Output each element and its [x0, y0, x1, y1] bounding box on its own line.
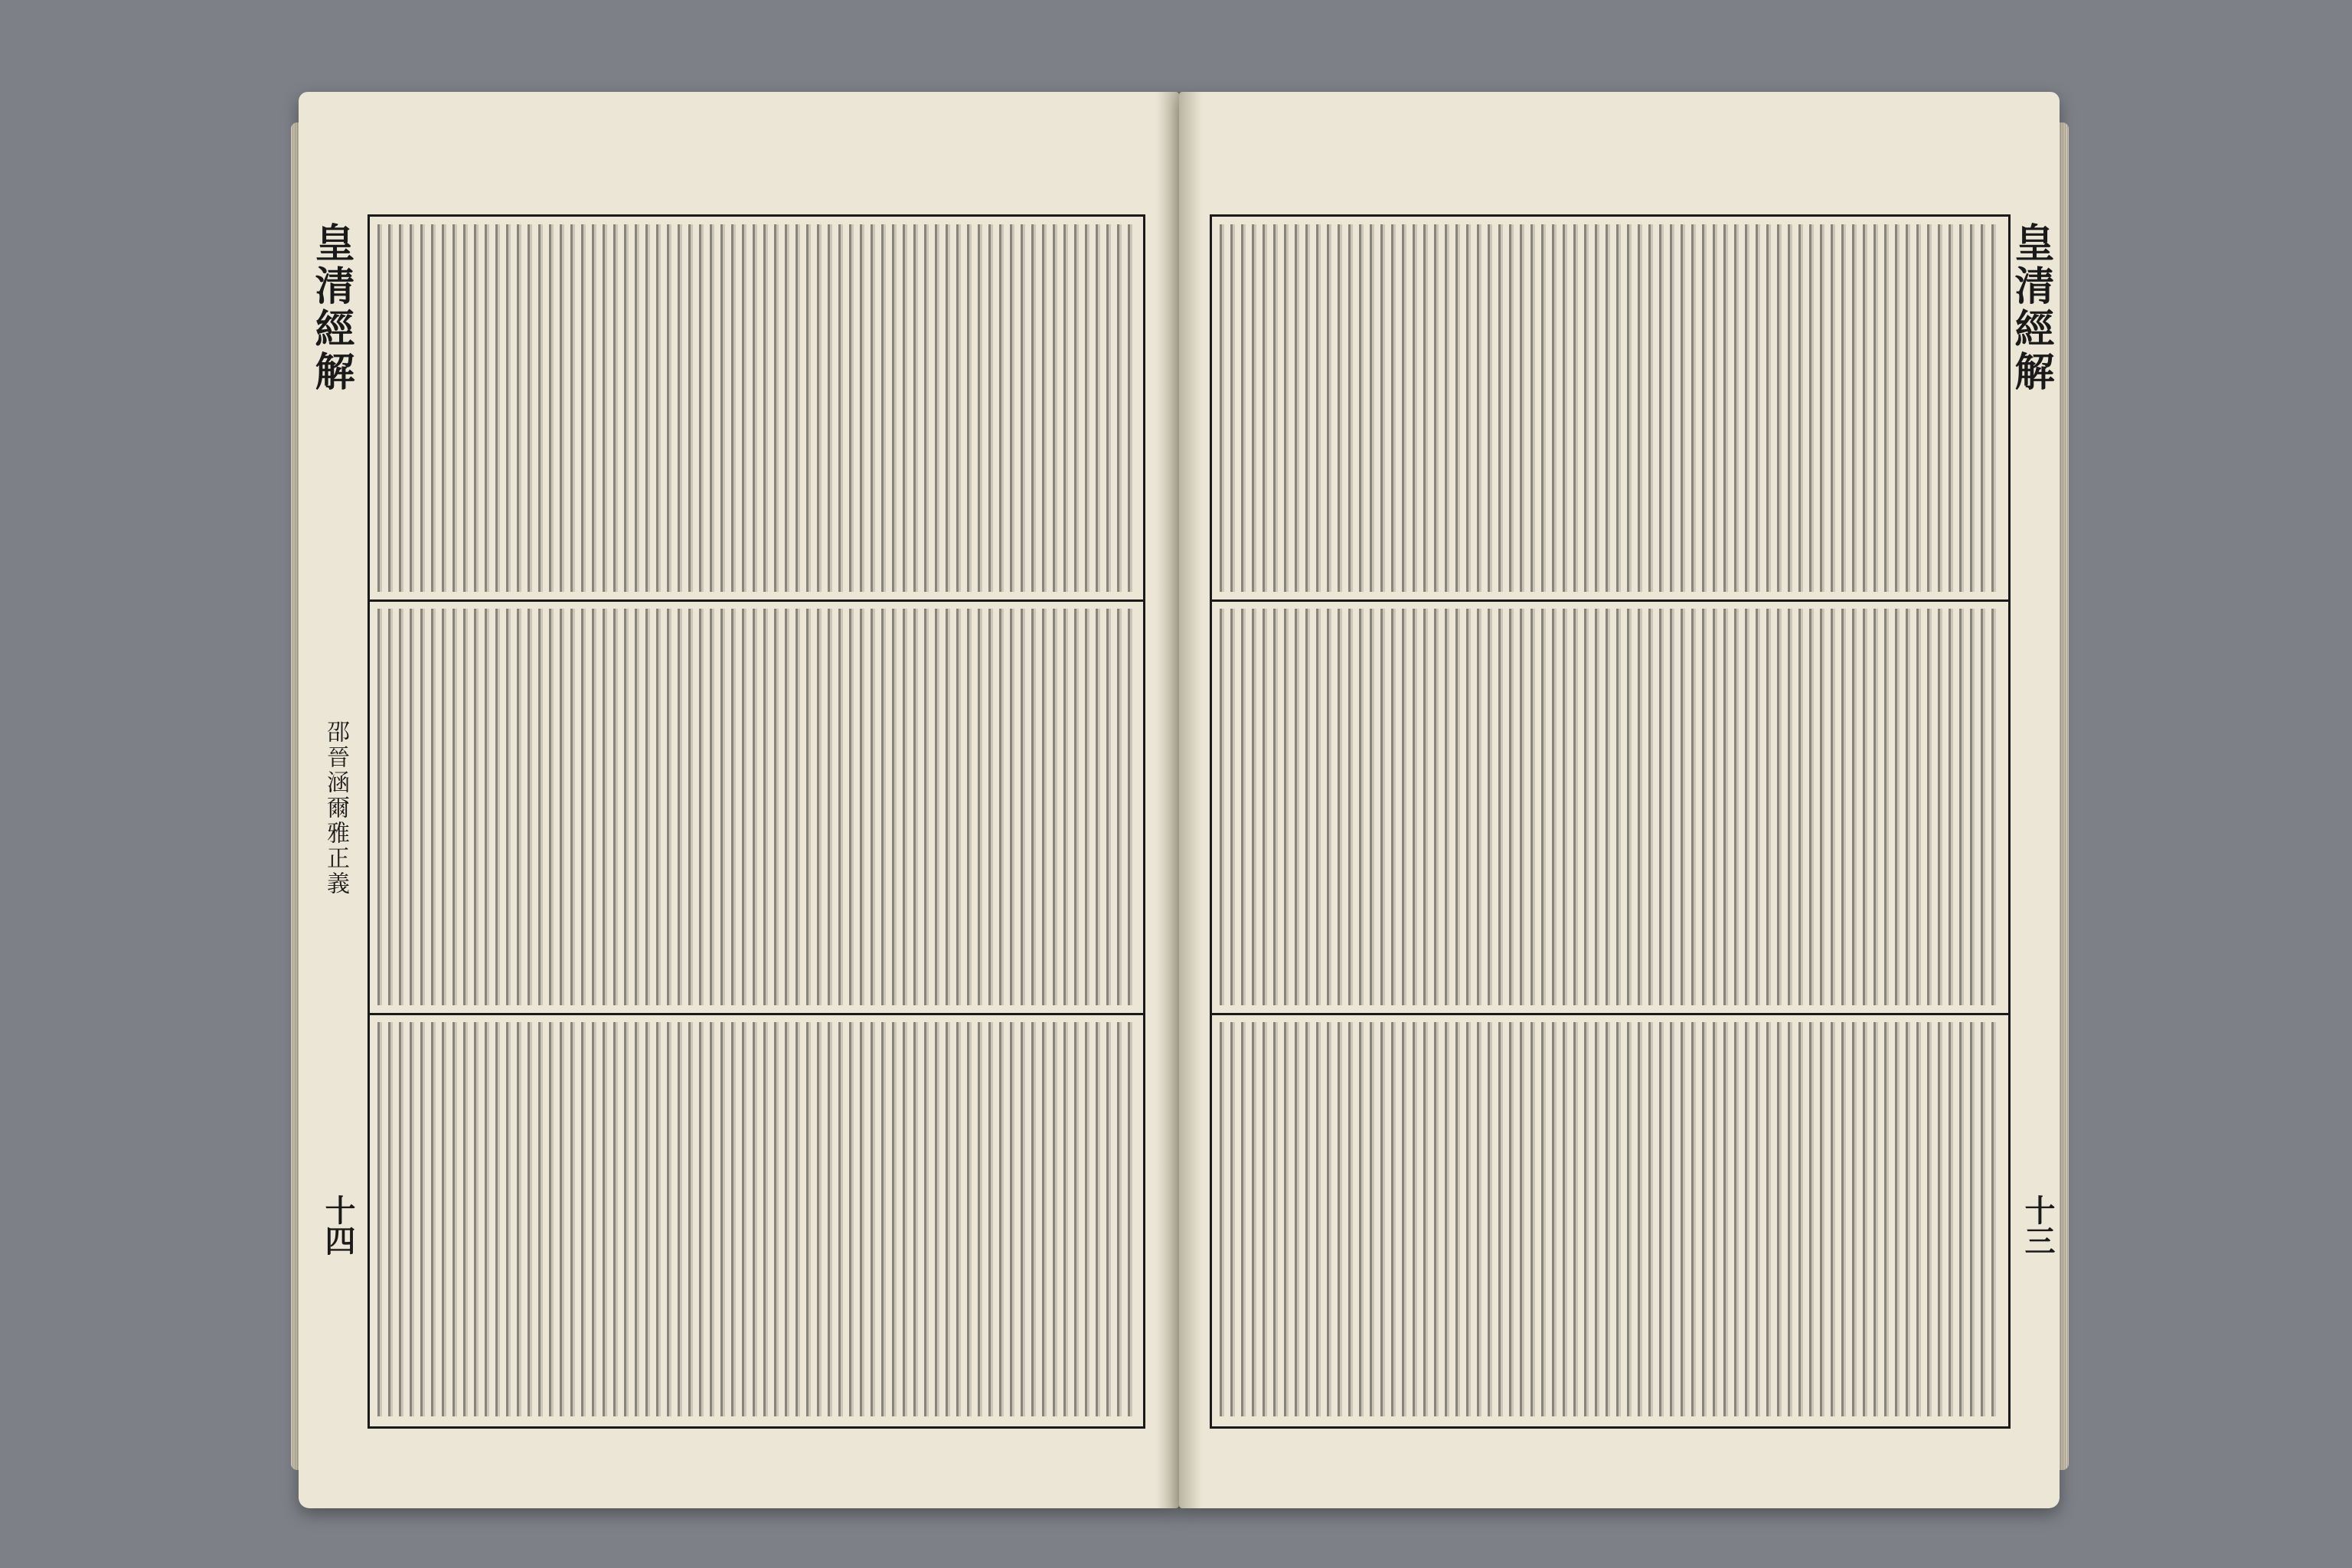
right-text-upper	[1220, 224, 2001, 592]
left-register-line-2	[370, 1013, 1143, 1015]
left-page-number: 十四	[320, 1194, 356, 1256]
right-register-line-2	[1212, 1013, 2008, 1015]
left-margin-title: 皇清經解	[308, 222, 354, 394]
left-page	[299, 92, 1179, 1508]
right-margin-title: 皇清經解	[2007, 222, 2054, 394]
right-text-lower	[1220, 1022, 2001, 1416]
left-text-upper	[377, 224, 1135, 592]
open-book	[299, 92, 2060, 1508]
right-page-number: 十三	[2020, 1194, 2056, 1256]
left-register-line-1	[370, 599, 1143, 602]
right-text-middle	[1220, 609, 2001, 1005]
right-page	[1179, 92, 2060, 1508]
left-margin-subtitle: 邵晉涵爾雅正義	[322, 720, 349, 897]
right-register-line-1	[1212, 599, 2008, 602]
left-text-lower	[377, 1022, 1135, 1416]
left-text-middle	[377, 609, 1135, 1005]
right-text-frame	[1210, 214, 2011, 1429]
left-text-frame	[368, 214, 1145, 1429]
